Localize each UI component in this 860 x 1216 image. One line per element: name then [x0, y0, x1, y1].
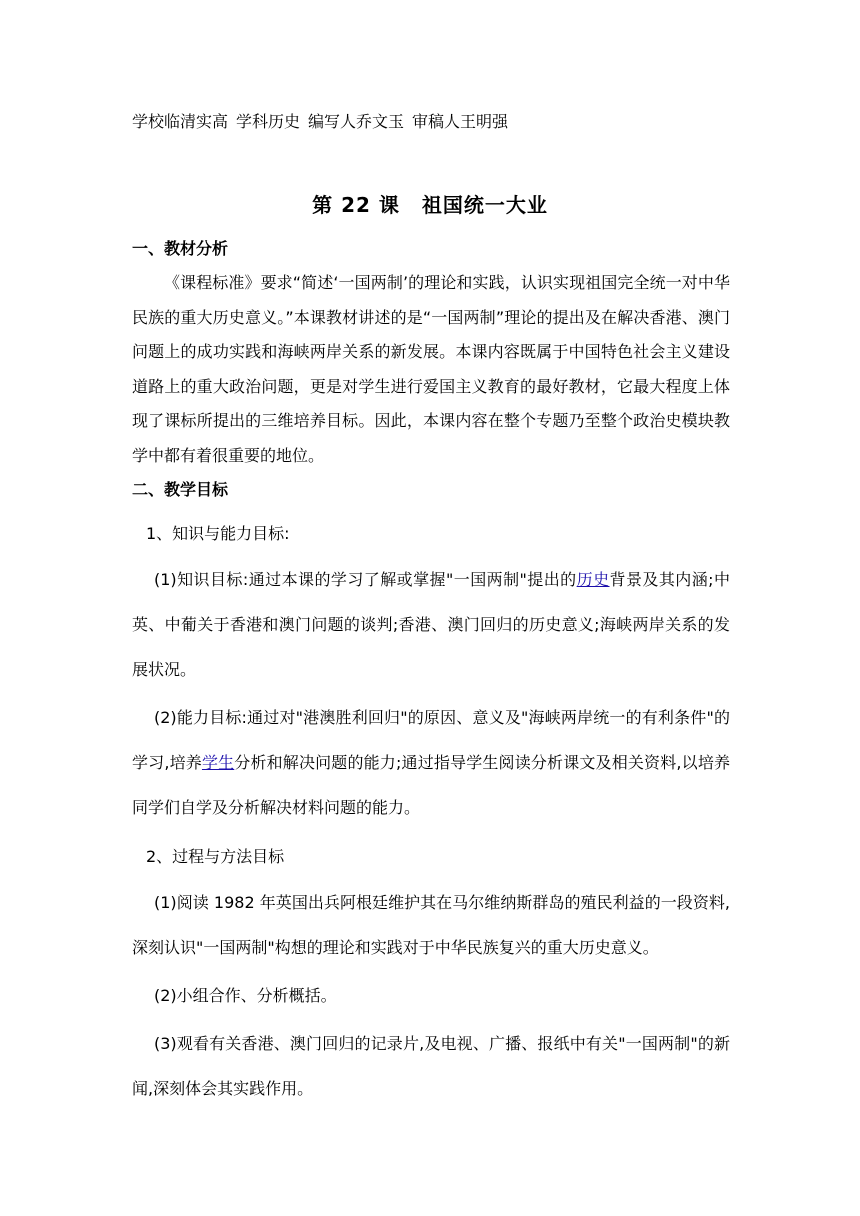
header-author: 编写人乔文玉: [308, 112, 405, 131]
ability-goal-text-start: (2)能力目标:通过对"港澳胜利回归"的原因、意义及"海峡两岸统一的有利条件"的学习,培养: [132, 708, 730, 772]
ability-goal-text-end: 分析和解决问题的能力;通过指导学生阅读分析课文及相关资料,以培养同学们自学及分析解决材料问题的能力。: [132, 753, 730, 817]
process-goal-item-1: (1)阅读 1982 年英国出兵阿根廷维护其在马尔维纳斯群岛的殖民利益的一段资料,深刻认识"一国两制"构想的理论和实践对于中华民族复兴的重大历史意义。: [132, 893, 730, 957]
process-goal-item-2: (2)小组合作、分析概括。: [154, 986, 337, 1005]
header-school: 学校临清实高: [132, 112, 229, 131]
process-goal-item-3: (3)观看有关香港、澳门回归的记录片,及电视、广播、报纸中有关"一国两制"的新闻,深刻体会其实践作用。: [132, 1034, 730, 1098]
lesson-name: 祖国统一大业: [421, 193, 548, 217]
student-link[interactable]: 学生: [201, 753, 235, 772]
lesson-number: 第 22 课: [312, 193, 400, 217]
knowledge-goal-text-start: (1)知识目标:通过本课的学习了解或掌握"一国两制"提出的: [154, 570, 577, 589]
knowledge-goal-paragraph: [132, 557, 730, 692]
header-subject: 学科历史: [236, 112, 301, 131]
document-body: [132, 232, 730, 1114]
section-heading-teaching-goals: 二、教学目标: [132, 480, 229, 499]
section-heading-textbook-analysis: 一、教材分析: [132, 239, 229, 258]
history-link[interactable]: 历史: [576, 570, 610, 589]
lesson-title: [0, 190, 860, 220]
subheading-process-method: 2、过程与方法目标: [146, 847, 285, 866]
textbook-analysis-paragraph: 《课程标准》要求“简述‘一国两制’的理论和实践，认识实现祖国完全统一对中华民族的重大历史意义。”本课教材讲述的是“一国两制”理论的提出及在解决香港、澳门问题上的成功实践和海峡两岸关系的新发展。本课内容既属于中国特色社会主义建设道路上的重大政治问题，更是对学生进行爱国主义教育的最好教材，它最大程度上体现了课标所提出的三维培养目标。因此，本课内容在整个专题乃至整个政治史模块教学中都有着很重要的地位。: [132, 273, 730, 465]
subheading-knowledge-ability: 1、知识与能力目标:: [146, 524, 290, 543]
knowledge-goal-text-end: 背景及其内涵;中英、中葡关于香港和澳门问题的谈判;香港、澳门回归的历史意义;海峡两岸关系的发展状况。: [132, 570, 730, 679]
header-reviewer: 审稿人王明强: [412, 112, 509, 131]
document-header: [132, 110, 516, 134]
ability-goal-paragraph: [132, 695, 730, 830]
